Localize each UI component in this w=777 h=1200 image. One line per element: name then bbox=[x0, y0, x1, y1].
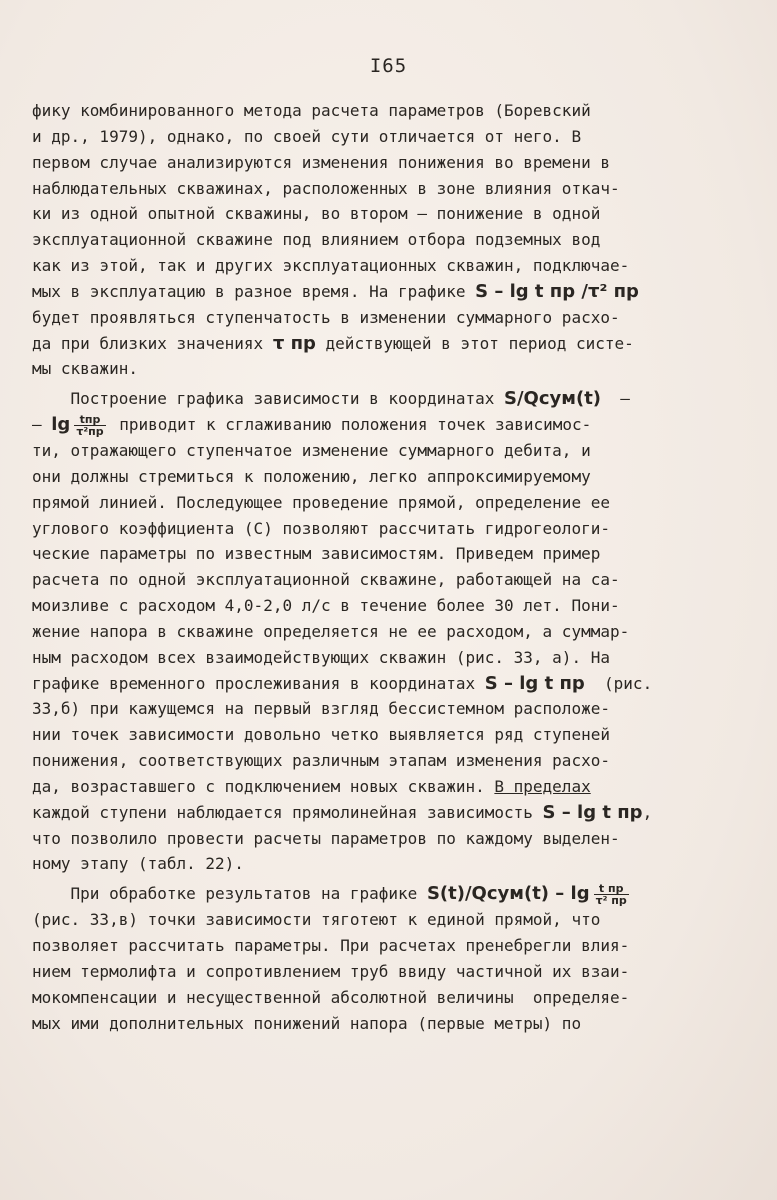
line-text: нием термолифта и сопротивлением труб ввиду частичной их взаи- bbox=[32, 961, 630, 981]
text-line bbox=[32, 490, 712, 516]
line-text: расчета по одной эксплуатационной скважине, работающей на са- bbox=[32, 570, 620, 590]
text-line bbox=[32, 933, 712, 959]
line-text: – bbox=[32, 415, 52, 435]
line-text: эксплуатационной скважине под влиянием отбора подземных вод bbox=[32, 230, 601, 250]
line-text: да, возраставшего с подключением новых скважин. bbox=[32, 776, 495, 796]
text-line bbox=[32, 176, 712, 202]
inline-formula: S – lg t пр bbox=[542, 801, 643, 823]
line-text: мокомпенсации и несущественной абсолютной величины определяе- bbox=[32, 987, 630, 1007]
line-text: понижения, соответствующих различным этапам изменения расхо- bbox=[32, 751, 610, 771]
text-line bbox=[32, 438, 712, 464]
inline-formula: τ пр bbox=[272, 332, 316, 354]
text-line bbox=[32, 1011, 712, 1037]
text-line bbox=[32, 722, 712, 748]
inline-formula: S/Qсум(t) bbox=[504, 388, 602, 410]
line-text-continued: действующей в этот период систе- bbox=[315, 333, 634, 353]
text-line bbox=[32, 826, 712, 852]
line-text: жение напора в скважине определяется не ее расходом, а суммар- bbox=[32, 621, 630, 641]
text-line bbox=[32, 331, 712, 357]
line-text: моизливе с расходом 4,0-2,0 л/с в течение более 30 лет. Пони- bbox=[32, 596, 620, 616]
text-line bbox=[32, 851, 712, 877]
line-text: и др., 1979), однако, по своей сути отличается от него. В bbox=[32, 126, 582, 146]
formula-fraction bbox=[74, 414, 105, 437]
text-line bbox=[32, 959, 712, 985]
line-text: При обработке результатов на графике bbox=[32, 884, 427, 904]
line-text: ческие параметры по известным зависимостям. Приведем пример bbox=[32, 544, 601, 564]
page-number: I65 bbox=[369, 55, 408, 77]
line-text-continued: приводит к сглаживанию положения точек зависимос- bbox=[109, 415, 592, 435]
line-text: прямой линией. Последующее проведение прямой, определение ее bbox=[32, 492, 610, 512]
text-line bbox=[32, 305, 712, 331]
line-text: ным расходом всех взаимодействующих скважин (рис. 33, а). На bbox=[32, 647, 610, 667]
text-line bbox=[32, 748, 712, 774]
text-line bbox=[32, 907, 712, 933]
line-text: первом случае анализируются изменения понижения во времени в bbox=[32, 152, 610, 172]
text-line bbox=[32, 774, 712, 800]
text-line bbox=[32, 356, 712, 382]
line-text: мы скважин. bbox=[32, 359, 138, 379]
underlined-text: В пределах bbox=[494, 776, 591, 796]
body-text bbox=[32, 98, 712, 1036]
text-line bbox=[32, 541, 712, 567]
text-line bbox=[32, 881, 712, 907]
formula-fraction bbox=[594, 883, 629, 906]
text-line bbox=[32, 253, 712, 279]
text-line bbox=[32, 516, 712, 542]
fraction-numerator: t пр bbox=[594, 883, 629, 895]
text-line bbox=[32, 619, 712, 645]
line-text: мых ими дополнительных понижений напора (первые метры) по bbox=[32, 1013, 582, 1033]
text-line bbox=[32, 567, 712, 593]
line-text-continued: – bbox=[601, 389, 630, 409]
line-text: ки из одной опытной скважины, во втором – понижение в одной bbox=[32, 204, 601, 224]
text-line bbox=[32, 645, 712, 671]
text-line bbox=[32, 98, 712, 124]
line-text: (рис. 33,в) точки зависимости тяготеют к единой прямой, что bbox=[32, 910, 601, 930]
line-text: нии точек зависимости довольно четко выявляется ряд ступеней bbox=[32, 725, 610, 745]
inline-formula: S – lg t пр /τ² пр bbox=[475, 280, 639, 302]
text-line bbox=[32, 412, 712, 438]
line-text: мых в эксплуатацию в разное время. На графике bbox=[32, 281, 476, 301]
line-text: позволяет рассчитать параметры. При расчетах пренебрегли влия- bbox=[32, 936, 630, 955]
text-line bbox=[32, 671, 712, 697]
line-text: наблюдательных скважинах, расположенных в зоне влияния откач- bbox=[32, 178, 620, 198]
line-text: каждой ступени наблюдается прямолинейная зависимость bbox=[32, 802, 543, 822]
fraction-denominator: τ² пр bbox=[595, 894, 627, 908]
text-line bbox=[32, 150, 712, 176]
line-text: что позволило провести расчеты параметров по каждому выделен- bbox=[32, 828, 620, 848]
fraction-numerator: tпр bbox=[74, 414, 105, 426]
inline-formula: lg bbox=[51, 414, 71, 436]
text-line bbox=[32, 279, 712, 305]
line-text: будет проявляться ступенчатость в изменении суммарного расхо- bbox=[32, 307, 620, 327]
text-line bbox=[32, 696, 712, 722]
line-text: углового коэффициента (С) позволяют рассчитать гидрогеологи- bbox=[32, 518, 610, 538]
text-line bbox=[32, 386, 712, 412]
line-text: фику комбинированного метода расчета параметров (Боревский bbox=[32, 101, 591, 120]
text-line bbox=[32, 985, 712, 1011]
line-text: ти, отражающего ступенчатое изменение суммарного дебита, и bbox=[32, 440, 591, 460]
text-line bbox=[32, 464, 712, 490]
line-text: они должны стремиться к положению, легко аппроксимируемому bbox=[32, 466, 591, 486]
inline-formula: S(t)/Qсум(t) – lg bbox=[426, 883, 590, 905]
line-text-continued: (рис. bbox=[584, 673, 653, 693]
text-line bbox=[32, 201, 712, 227]
line-text: ному этапу (табл. 22). bbox=[32, 854, 244, 874]
text-line bbox=[32, 227, 712, 253]
line-text: да при близких значениях bbox=[32, 333, 273, 353]
line-text: графике временного прослеживания в координатах bbox=[32, 673, 485, 693]
line-text: как из этой, так и других эксплуатационных скважин, подключае- bbox=[32, 256, 630, 276]
fraction-denominator: τ²пр bbox=[76, 425, 104, 438]
text-line bbox=[32, 124, 712, 150]
line-text: 33,б) при кажущемся на первый взгляд бессистемном расположе- bbox=[32, 699, 610, 719]
text-line bbox=[32, 800, 712, 826]
line-text: Построение графика зависимости в координатах bbox=[32, 389, 505, 409]
inline-formula: S – lg t пр bbox=[484, 672, 585, 694]
line-text-continued: , bbox=[642, 802, 653, 822]
text-line bbox=[32, 593, 712, 619]
